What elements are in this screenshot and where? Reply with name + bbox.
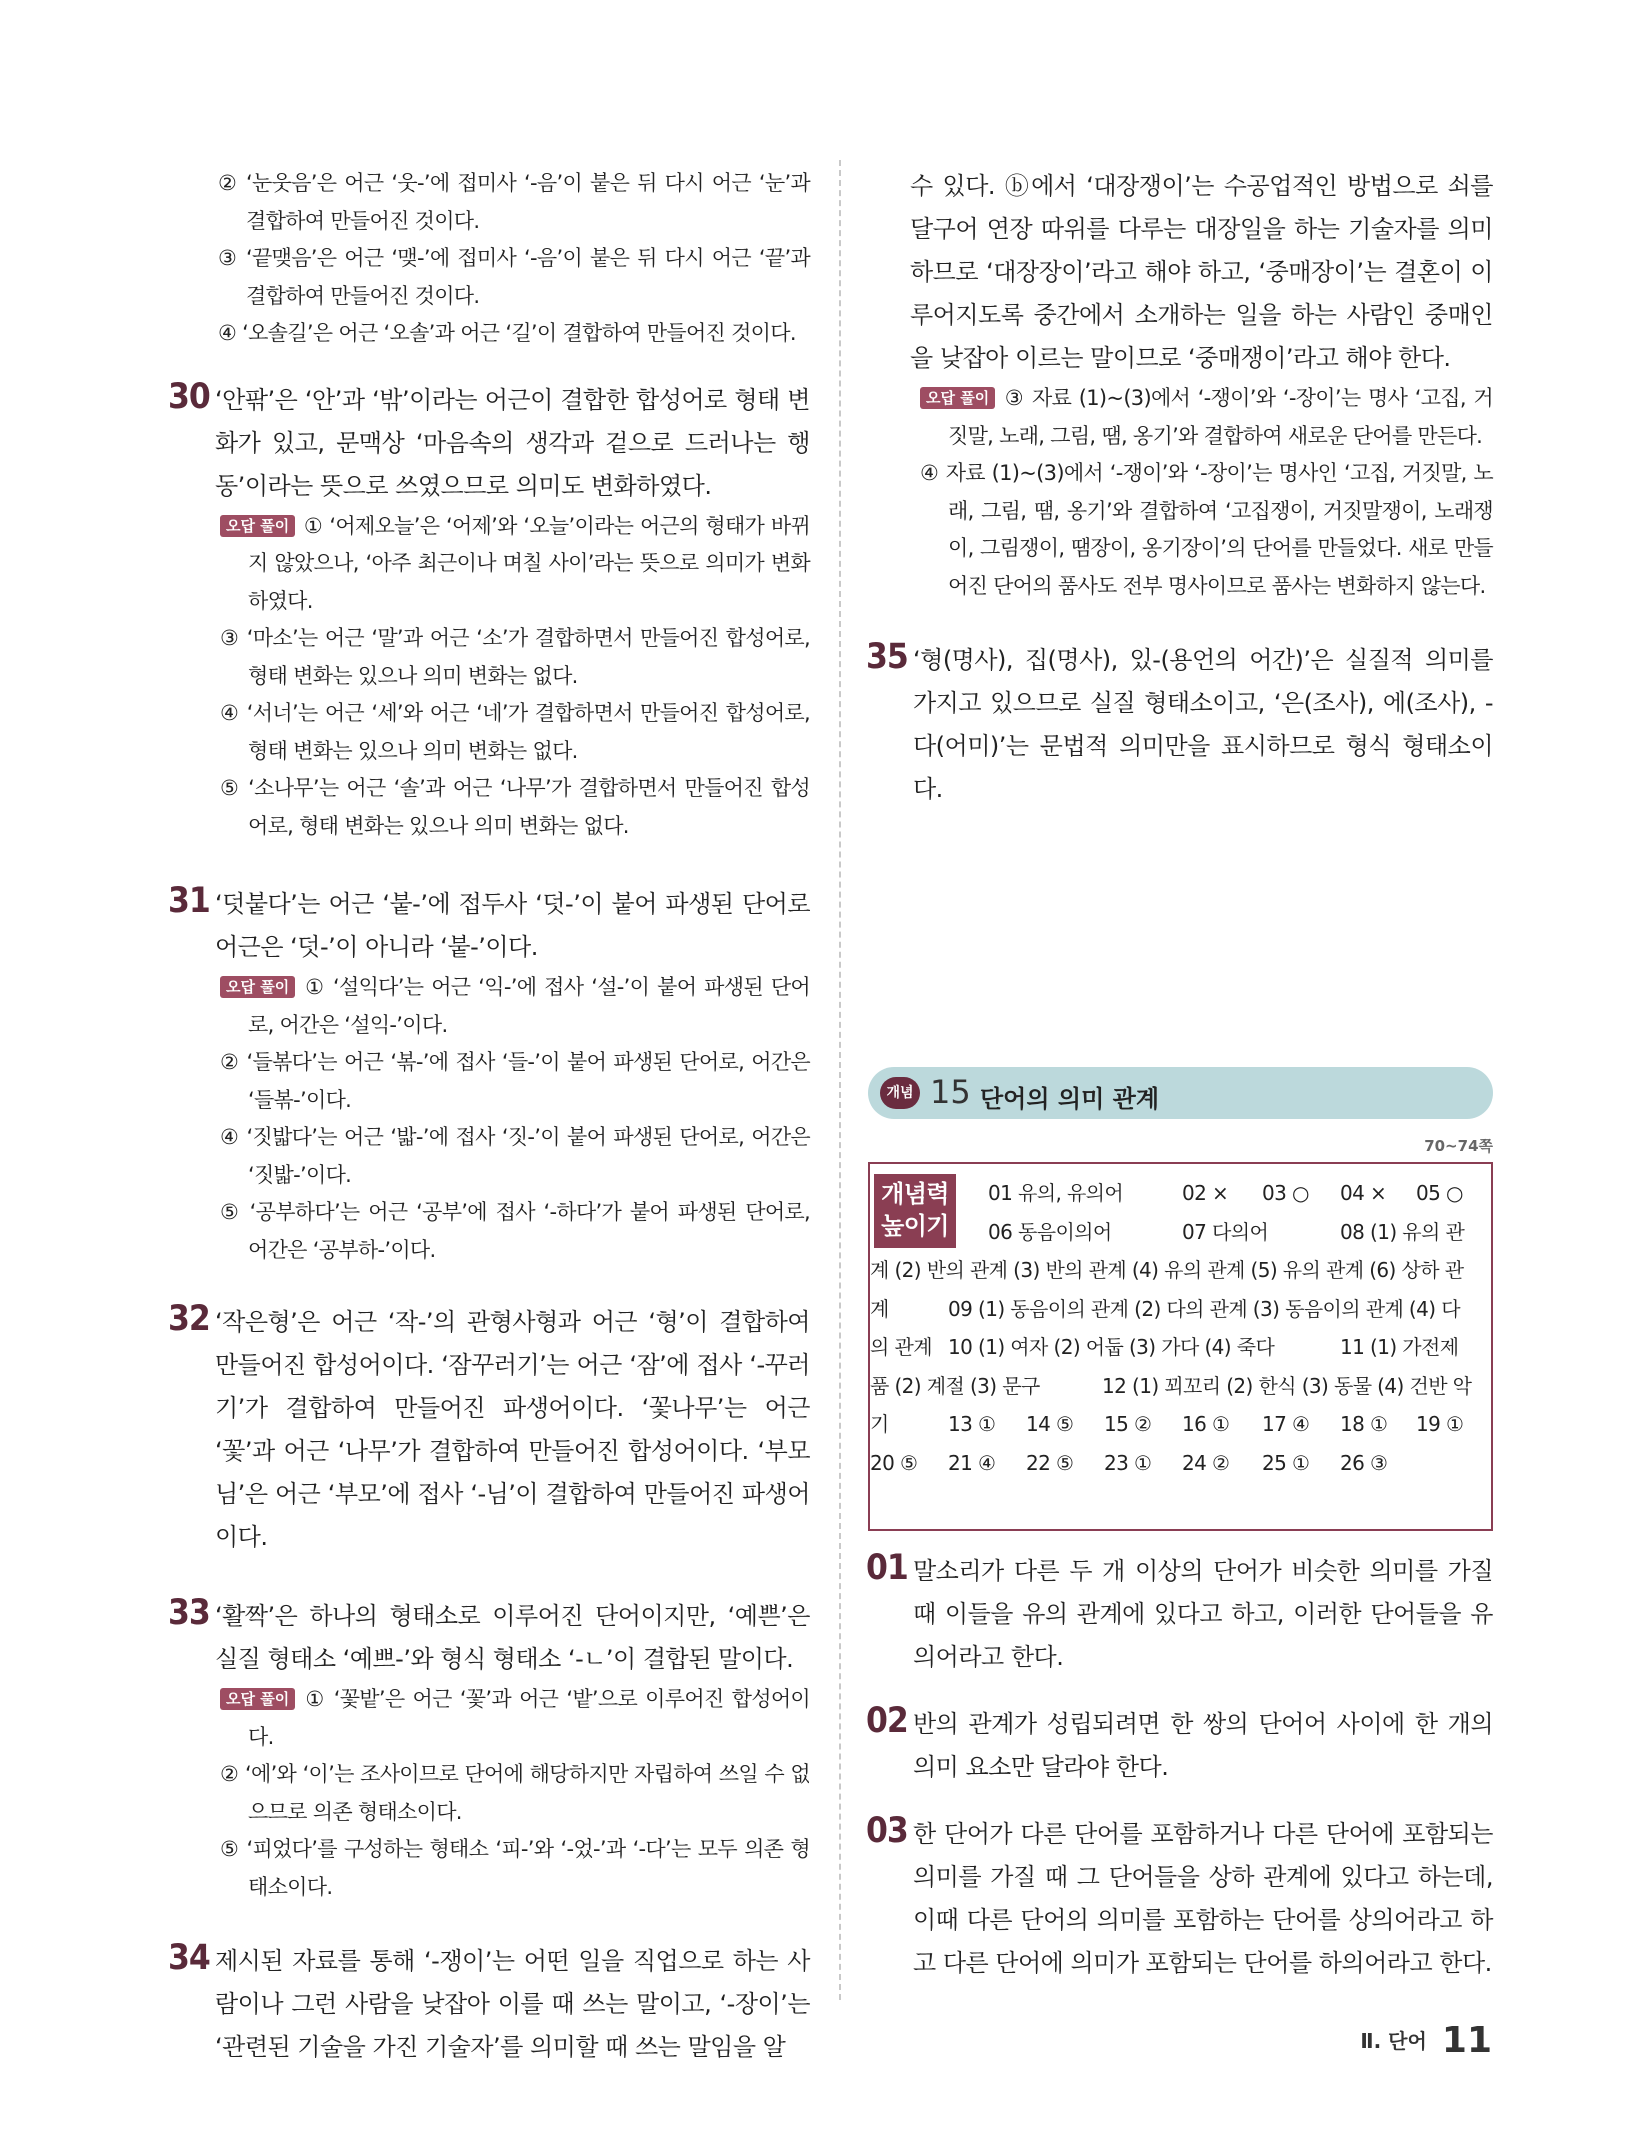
q29-sub-item: ③ ‘끝맺음’은 어근 ‘맺-’에 접미사 ‘-음’이 붙은 뒤 다시 어근 ‘끝’과 결합하여 만들어진 것이다. <box>218 246 810 308</box>
question-35 <box>868 639 1493 811</box>
answer-number: 01 <box>866 1548 908 1588</box>
q29-sub-item: ② ‘눈웃음’은 어근 ‘웃-’에 접미사 ‘-음’이 붙은 뒤 다시 어근 ‘눈’과 결합하여 만들어진 것이다. <box>218 171 810 233</box>
wrong-answer-item: ② ‘에’와 ‘이’는 조사이므로 단어에 해당하지만 자립하여 쓰일 수 없으므로 의존 형태소이다. <box>220 1762 811 1824</box>
q29-continuation <box>218 165 810 353</box>
answer-explanation: 말소리가 다른 두 개 이상의 단어가 비슷한 의미를 가질 때 이들을 유의 관계에 있다고 하고, 이러한 단어들을 유의어라고 한다. <box>913 1557 1493 1671</box>
column-divider <box>839 160 841 2000</box>
question-32 <box>170 1301 810 1559</box>
question-number: 30 <box>168 376 210 417</box>
question-number: 33 <box>168 1593 210 1633</box>
page-number: 11 <box>1441 2020 1492 2061</box>
question-number: 31 <box>168 881 210 921</box>
answer-row: 01 유의, 유의어 02 × 03 ○ 04 × 05 ○ <box>988 1181 1463 1205</box>
answer-01 <box>868 1550 1493 1679</box>
answer-row: 품 (2) 계절 (3) 문구 12 (1) 꾀꼬리 (2) 한식 (3) 동물 (4) 건반 악 <box>870 1373 1472 1398</box>
wrong-answer-item: ⑤ ‘공부하다’는 어근 ‘공부’에 접사 ‘-하다’가 붙어 파생된 단어로, 어간은 ‘공부하-’이다. <box>220 1200 810 1262</box>
answer-row: 계 09 (1) 동음이의 관계 (2) 다의 관계 (3) 동음이의 관계 (4) 다 <box>870 1296 1460 1321</box>
question-number: 34 <box>168 1938 210 1978</box>
answer-row: 계 (2) 반의 관계 (3) 반의 관계 (4) 유의 관계 (5) 유의 관계 (6) 상하 관 <box>870 1258 1464 1282</box>
concept-badge: 개념 <box>880 1077 920 1109</box>
answer-number: 02 <box>866 1701 908 1741</box>
answer-explanation: 한 단어가 다른 단어를 포함하거나 다른 단어에 포함되는 의미를 가질 때 그 단어들을 상하 관계에 있다고 하는데, 이때 다른 단어의 의미를 포함하는 단어를 상의어라고 하고 다른 단어에 의미가 포함되는 단어를 하의어라고 한다. <box>913 1820 1493 1977</box>
q29-sub-item: ④ ‘오솔길’은 어근 ‘오솔’과 어근 ‘길’이 결합하여 만들어진 것이다. <box>218 321 796 345</box>
wrong-answer-item: 오답 풀이 ① ‘꽃밭’은 어근 ‘꽃’과 어근 ‘밭’으로 이루어진 합성어이다. <box>220 1681 810 1756</box>
left-column <box>170 165 810 2069</box>
wrong-answer-badge: 오답 풀이 <box>920 387 995 409</box>
wrong-answer-badge: 오답 풀이 <box>220 515 295 537</box>
wrong-answer-item: ④ 자료 (1)~(3)에서 ‘-쟁이’와 ‘-장이’는 명사인 ‘고집, 거짓말, 노래, 그림, 땜, 옹기’와 결합하여 ‘고집쟁이, 거짓말쟁이, 노래쟁이, 그림쟁이, 땜장이, 옹기장이’의 단어를 만들었다. 새로 만들어진 단어의 품사도 전부 명사이므로 품사는 변화하지 않는다. <box>920 461 1493 598</box>
answer-row: 06 동음이의어 07 다의어 08 (1) 유의 관 <box>988 1219 1465 1244</box>
wrong-answer-item: ⑤ ‘피었다’를 구성하는 형태소 ‘피-’와 ‘-었-’과 ‘-다’는 모두 의존 형태소이다. <box>220 1837 810 1899</box>
section-label: Ⅱ. 단어 <box>1360 2029 1427 2053</box>
wrong-answer-item: ② ‘들볶다’는 어근 ‘볶-’에 접사 ‘들-’이 붙어 파생된 단어로, 어간은 ‘들볶-’이다. <box>220 1050 810 1112</box>
question-number: 35 <box>866 637 908 677</box>
wrong-answer-badge: 오답 풀이 <box>220 976 295 998</box>
question-explanation: ‘형(명사), 집(명사), 있-(용언의 어간)’은 실질적 의미를 가지고 있으므로 실질 형태소이고, ‘은(조사), 에(조사), -다(어미)’는 문법적 의미만을 표시하므로 형식 형태소이다. <box>913 646 1493 803</box>
answer-number: 03 <box>866 1811 908 1851</box>
wrong-answer-item: 오답 풀이 ① ‘설익다’는 어근 ‘익-’에 접사 ‘설-’이 붙어 파생된 단어로, 어간은 ‘설익-’이다. <box>220 969 810 1044</box>
answer-key-box <box>868 1162 1493 1531</box>
question-34-continuation: 수 있다. ⓑ에서 ‘대장쟁이’는 수공업적인 방법으로 쇠를 달구어 연장 따위를 다루는 대장일을 하는 기술자를 의미하므로 ‘대장장이’라고 해야 하고, ‘중매장이’는 결혼이 이루어지도록 중간에서 소개하는 일을 하는 사람인 중매인을 낮잡아 이르는 말이므로 ‘중매쟁이’라고 해야 한다. <box>910 172 1493 372</box>
answer-row: 20 ⑤ 21 ④ 22 ⑤ 23 ① 24 ② 25 ① 26 ③ <box>870 1450 1388 1475</box>
question-explanation: ‘덧붙다’는 어근 ‘붙-’에 접두사 ‘덧-’이 붙어 파생된 단어로 어근은 ‘덧-’이 아니라 ‘붙-’이다. <box>215 890 810 961</box>
concept-number: 15 <box>930 1073 971 1111</box>
wrong-answer-item: ④ ‘서너’는 어근 ‘세’와 어근 ‘네’가 결합하면서 만들어진 합성어로, 형태 변화는 있으나 의미 변화는 없다. <box>220 701 810 763</box>
question-34 <box>170 1940 810 2069</box>
question-30 <box>168 376 810 846</box>
wrong-answer-item: ④ ‘짓밟다’는 어근 ‘밟-’에 접사 ‘짓-’이 붙어 파생된 단어로, 어간은 ‘짓밟-’이다. <box>220 1125 810 1187</box>
answer-row: 기 13 ① 14 ⑤ 15 ② 16 ① 17 ④ 18 ① 19 ① <box>870 1412 1464 1436</box>
right-column <box>868 165 1493 2015</box>
wrong-answer-badge: 오답 풀이 <box>220 1688 295 1710</box>
page-range: 70~74쪽 <box>1424 1137 1493 1155</box>
answer-02 <box>868 1703 1493 1789</box>
wrong-answer-item: 오답 풀이 ① ‘어제오늘’은 ‘어제’와 ‘오늘’이라는 어근의 형태가 바뀌지 않았으나, ‘아주 최근이나 며칠 사이’라는 뜻으로 의미가 변화하였다. <box>220 508 810 621</box>
question-explanation: ‘안팎’은 ‘안’과 ‘밖’이라는 어근이 결합한 합성어로 형태 변화가 있고, 문맥상 ‘마음속의 생각과 겉으로 드러나는 행동’이라는 뜻으로 쓰였으므로 의미도 변화하였다. <box>215 385 810 500</box>
wrong-answer-item: 오답 풀이 ③ 자료 (1)~(3)에서 ‘-쟁이’와 ‘-장이’는 명사 ‘고집, 거짓말, 노래, 그림, 땜, 옹기’와 결합하여 새로운 단어를 만든다. <box>920 380 1493 455</box>
concept-banner <box>868 1067 1493 1119</box>
question-33 <box>170 1595 810 1906</box>
answer-explanation: 반의 관계가 성립되려면 한 쌍의 단어어 사이에 한 개의 의미 요소만 달라야 한다. <box>913 1710 1493 1781</box>
answer-row: 의 관계 10 (1) 여자 (2) 어둡 (3) 가다 (4) 죽다 11 (1) 가전제 <box>870 1335 1459 1359</box>
concept-title: 단어의 의미 관계 <box>980 1085 1159 1113</box>
answer-key-body <box>870 1174 1491 1482</box>
wrong-answer-item: ③ ‘마소’는 어근 ‘말’과 어근 ‘소’가 결합하면서 만들어진 합성어로, 형태 변화는 있으나 의미 변화는 없다. <box>220 626 810 688</box>
answer-key-heading: 개념력 높이기 <box>874 1174 956 1248</box>
question-explanation: 제시된 자료를 통해 ‘-쟁이’는 어떤 일을 직업으로 하는 사람이나 그런 사람을 낮잡아 이를 때 쓰는 말이고, ‘-장이’는 ‘관련된 기술을 가진 기술자’를 의미할 때 쓰는 말임을 알 <box>215 1947 810 2061</box>
question-explanation: ‘활짝’은 하나의 형태소로 이루어진 단어이지만, ‘예쁜’은 실질 형태소 ‘예쁘-’와 형식 형태소 ‘-ㄴ’이 결합된 말이다. <box>215 1602 810 1673</box>
wrong-answer-item: ⑤ ‘소나무’는 어근 ‘솔’과 어근 ‘나무’가 결합하면서 만들어진 합성어로, 형태 변화는 있으나 의미 변화는 없다. <box>220 776 810 838</box>
question-number: 32 <box>168 1299 210 1339</box>
page-footer <box>1360 2020 1492 2061</box>
question-31 <box>170 883 810 1269</box>
answer-03 <box>868 1813 1493 1985</box>
question-explanation: ‘작은형’은 어근 ‘작-’의 관형사형과 어근 ‘형’이 결합하여 만들어진 합성어이다. ‘잠꾸러기’는 어근 ‘잠’에 접사 ‘-꾸러기’가 결합하여 만들어진 파생어이다. ‘꽃나무’는 어근 ‘꽃’과 어근 ‘나무’가 결합하여 만들어진 합성어이다. ‘부모님’은 어근 ‘부모’에 접사 ‘-님’이 결합하여 만들어진 파생어이다. <box>215 1308 810 1551</box>
